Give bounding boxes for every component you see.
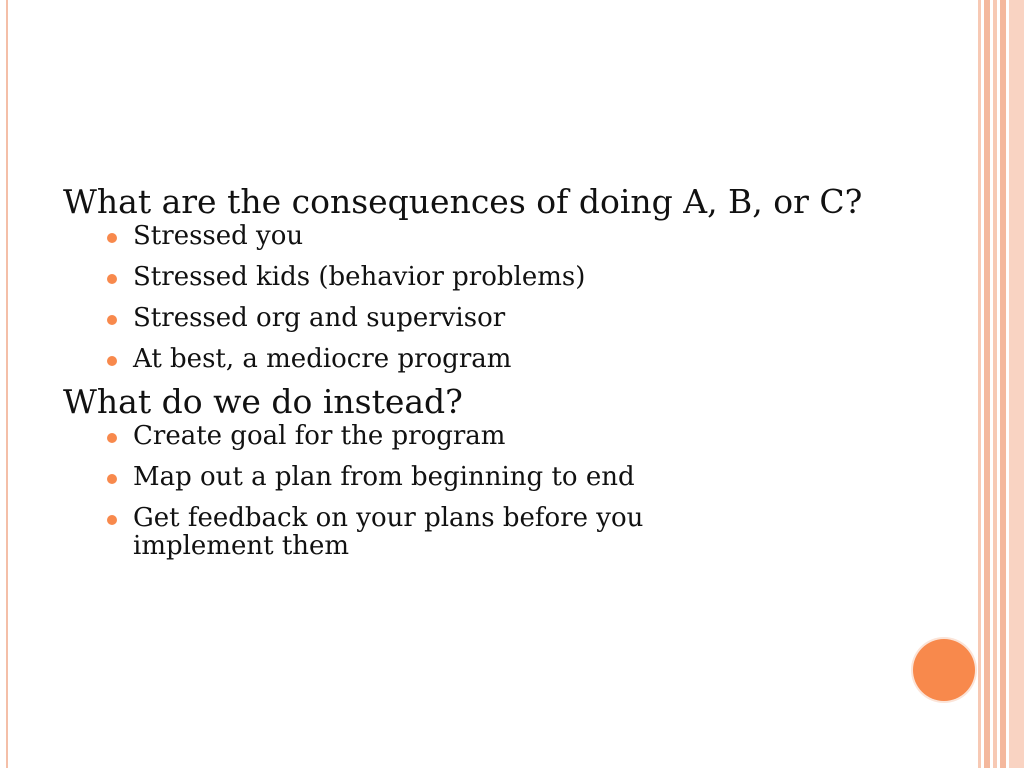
right-decorative-stripe <box>993 0 997 768</box>
bullet-item <box>107 263 783 291</box>
bullet-item <box>107 304 783 332</box>
bullet-dot-icon <box>107 515 117 525</box>
bullet-dot-icon <box>107 233 117 243</box>
section-heading: What do we do instead? <box>63 382 463 421</box>
bullet-text: Get feedback on your plans before you implement them <box>133 503 644 561</box>
section-heading: What are the consequences of doing A, B, or C? <box>63 182 863 221</box>
slide-body <box>63 178 903 573</box>
bullet-dot-icon <box>107 433 117 443</box>
bullet-item <box>107 422 783 450</box>
bullet-text: Stressed kids (behavior problems) <box>133 262 586 292</box>
bullet-list <box>63 222 903 373</box>
right-decorative-stripe <box>1000 0 1006 768</box>
left-border-line <box>6 0 8 768</box>
bullet-item <box>107 504 783 560</box>
right-decorative-stripe <box>984 0 990 768</box>
bullet-dot-icon <box>107 356 117 366</box>
bullet-dot-icon <box>107 274 117 284</box>
bullet-item <box>107 345 783 373</box>
right-decorative-stripe <box>1009 0 1024 768</box>
bullet-item <box>107 222 783 250</box>
decorative-orange-circle <box>913 639 975 701</box>
bullet-text: Stressed org and supervisor <box>133 303 506 333</box>
bullet-dot-icon <box>107 474 117 484</box>
bullet-text: Map out a plan from beginning to end <box>133 462 635 492</box>
right-decorative-stripe <box>978 0 981 768</box>
bullet-text: Stressed you <box>133 221 304 251</box>
bullet-item <box>107 463 783 491</box>
bullet-text: At best, a mediocre program <box>133 344 512 374</box>
bullet-list <box>63 422 903 560</box>
bullet-text: Create goal for the program <box>133 421 506 451</box>
bullet-dot-icon <box>107 315 117 325</box>
